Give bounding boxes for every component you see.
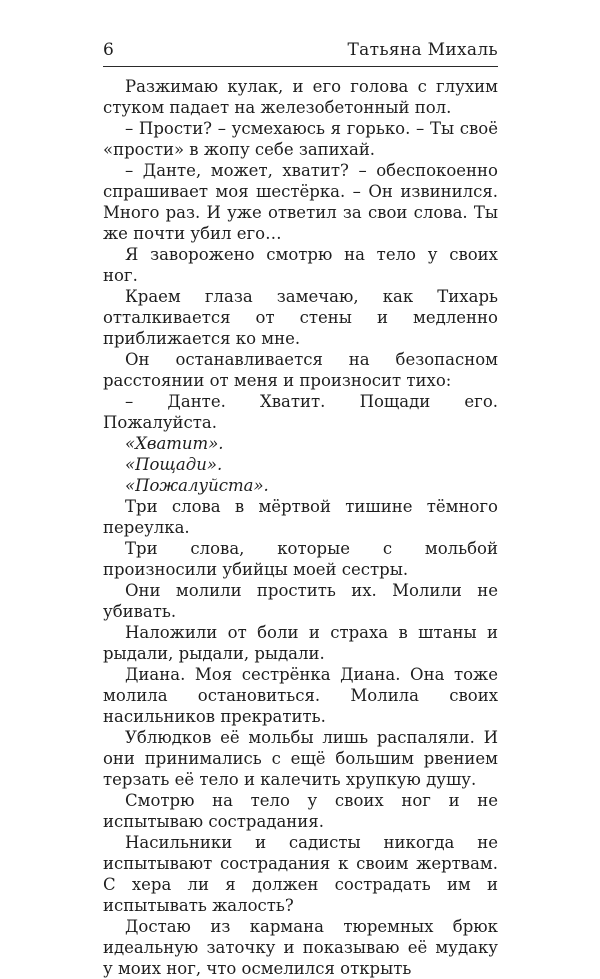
paragraph: Смотрю на тело у своих ног и не испытываю сострадания. — [103, 791, 498, 831]
paragraph: Они молили простить их. Молили не убивать. — [103, 581, 498, 621]
paragraph-italic: «Пожалуйста». — [125, 476, 269, 495]
paragraph: Диана. Моя сестрёнка Диана. Она тоже молила остановиться. Молила своих насильников прекратить. — [103, 665, 498, 726]
page-number: 6 — [103, 40, 114, 60]
paragraph: – Данте. Хватит. Пощади его. Пожалуйста. — [103, 392, 498, 432]
paragraph: Разжимаю кулак, и его голова с глухим стуком падает на железобетонный пол. — [103, 77, 498, 117]
paragraph: Насильники и садисты никогда не испытывают сострадания к своим жертвам. С хера ли я должен сострадать им и испытывать жалость? — [103, 833, 498, 915]
paragraph: Достаю из кармана тюремных брюк идеальную заточку и показываю её мудаку у моих ног, что осмелился открыть — [103, 917, 498, 978]
paragraph-italic: «Хватит». — [125, 434, 224, 453]
paragraph: Краем глаза замечаю, как Тихарь отталкивается от стены и медленно приближается ко мне. — [103, 287, 498, 348]
paragraph: Он останавливается на безопасном расстоянии от меня и произносит тихо: — [103, 350, 498, 390]
paragraph: Наложили от боли и страха в штаны и рыдали, рыдали, рыдали. — [103, 623, 498, 663]
running-head-author: Татьяна Михаль — [347, 40, 498, 60]
paragraph: Я заворожено смотрю на тело у своих ног. — [103, 245, 498, 285]
body-text — [103, 76, 498, 979]
paragraph-italic: «Пощади». — [125, 455, 223, 474]
paragraph: – Данте, может, хватит? – обеспокоенно спрашивает моя шестёрка. – Он извинился. Много раз. И уже ответил за свои слова. Ты же почти убил его… — [103, 161, 498, 243]
page-header — [103, 36, 498, 67]
paragraph: – Прости? – усмехаюсь я горько. – Ты своё «прости» в жопу себе запихай. — [103, 119, 498, 159]
paragraph: Три слова, которые с мольбой произносили убийцы моей сестры. — [103, 539, 498, 579]
paragraph: Ублюдков её мольбы лишь распаляли. И они принимались с ещё большим рвением терзать её тело и калечить хрупкую душу. — [103, 728, 498, 789]
paragraph: Три слова в мёртвой тишине тёмного переулка. — [103, 497, 498, 537]
